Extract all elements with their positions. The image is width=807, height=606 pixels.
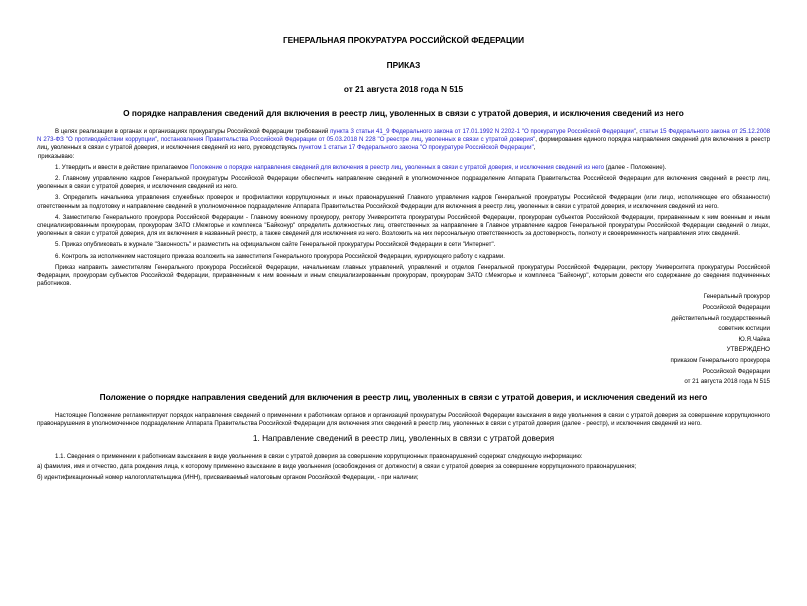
approval-line: приказом Генерального прокурора: [670, 357, 770, 365]
subparagraph-b: б) идентификационный номер налогоплательщика (ИНН), присваиваемый налоговым органом Российской Федерации, - при наличии;: [37, 473, 419, 481]
item-1-text: 1. Утвердить и ввести в действие прилагаемое: [55, 163, 191, 171]
regulation-link[interactable]: Положение о порядке направления сведений для включения в реестр лиц, уволенных в связи с утратой доверия, и исключения сведений из него: [190, 163, 604, 171]
section-1-title: 1. Направление сведений в реестр лиц, уволенных в связи с утратой доверия: [252, 433, 555, 444]
item-4: 4. Заместителю Генерального прокурора Российской Федерации - Главному военному прокурору, ректору Университета прокуратуры Российской Федерации, прокурорам субъектов Российской Федерации, приравненным к ним военным и иным специализированным прокурорам, прокурорам ЗАТО г.Межгорье и комплекса "Байконур" определить должностных лиц, ответственных за направление в Главное управление кадров Генеральной прокуратуры Российской Федерации сведений о лицах, уволенных в связи с утратой доверия, для их включения в названный реестр, а также сведений для исключения из него. Возложить на них персональную ответственность за достоверность, полноту и своевременность направления этих сведений.: [37, 213, 770, 238]
org-name: ГЕНЕРАЛЬНАЯ ПРОКУРАТУРА РОССИЙСКОЙ ФЕДЕРАЦИИ: [282, 35, 525, 45]
document-page: [0, 35, 807, 606]
doc-kind: ПРИКАЗ: [386, 60, 421, 70]
signature-line: Генеральный прокурор: [703, 293, 770, 301]
item-1: [37, 164, 770, 172]
preamble-text-4: , формирования единого порядка направления сведений для включения в реестр лиц, уволенных в связи с утратой доверия, и исключения сведений из него, руководствуясь: [37, 136, 770, 152]
item-3: 3. Определить начальника управления служебных проверок и профилактики коррупционных и иных правонарушений Главного управления кадров Генеральной прокуратуры Российской Федерации (или лицо, исполняющее его обязанности) ответственным за подготовку и направление сведений в уполномоченное подразделение Аппарата Правительства Российской Федерации для включения в реестр лиц, уволенных в связи с утратой доверия, и исключения сведений из него.: [37, 194, 770, 210]
signature-block: [37, 292, 770, 387]
regulation-intro: Настоящее Положение регламентирует порядок направления сведений о применении к работникам органов и организаций прокуратуры Российской Федерации взыскания в виде увольнения в связи с утратой доверия за совершение коррупционного правонарушения в уполномоченное подразделение Аппарата Правительства Российской Федерации для включения этих сведений в реестр лиц, уволенных в связи с утратой доверия (далее - реестр), и исключения сведений из него.: [37, 411, 770, 427]
preamble-end: ,: [533, 144, 536, 152]
preamble-text-1: В целях реализации в органах и организациях прокуратуры Российской Федерации требований: [55, 128, 331, 135]
item-2: 2. Главному управлению кадров Генеральной прокуратуры Российской Федерации обеспечить направление сведений в уполномоченное подразделение Аппарата Правительства Российской Федерации для включения сведений в реестр лиц, уволенных в связи с утратой доверия, и исключения сведений из него.: [37, 175, 770, 191]
paragraph-1-1: 1.1. Сведения о применении к работникам взыскания в виде увольнения в связи с утратой доверия за совершение коррупционных правонарушений содержат следующую информацию:: [55, 453, 583, 461]
signature-line: действительный государственный: [671, 314, 770, 322]
doc-title: О порядке направления сведений для включения в реестр лиц, уволенных в связи с утратой доверия, и исключения сведений из него: [123, 108, 684, 118]
preamble: [37, 128, 770, 153]
approval-line: Российской Федерации: [702, 367, 770, 375]
approval-line: УТВЕРЖДЕНО: [726, 346, 770, 354]
signature-line: Российской Федерации: [702, 304, 770, 312]
preamble-sep-1: ,: [635, 128, 640, 135]
doc-date-number: от 21 августа 2018 года N 515: [343, 84, 464, 94]
item-6: 6. Контроль за исполнением настоящего приказа возложить на заместителя Генерального прокурора Российской Федерации, курирующего работу с кадрами.: [55, 252, 505, 260]
signature-line: советник юстиции: [718, 325, 770, 333]
approval-date: от 21 августа 2018 года N 515: [684, 378, 770, 386]
signature-name: Ю.Я.Чайка: [738, 335, 770, 343]
subparagraph-a: а) фамилия, имя и отчество, дата рождения лица, к которому применено взыскание в виде увольнения (освобождения от должности) в связи с утратой доверия за совершение коррупционного правонарушения;: [37, 463, 637, 471]
order-word: приказываю:: [38, 152, 75, 160]
law-link-anticorruption[interactable]: статьи 15 Федерального закона от 25.12.2008 N 273-ФЗ "О противодействии коррупции": [37, 128, 770, 144]
regulation-title: Положение о порядке направления сведений для включения в реестр лиц, уволенных в связи с утратой доверия, и исключения сведений из него: [99, 391, 708, 402]
law-link-article17[interactable]: пунктом 1 статьи 17 Федерального закона "О прокуратуре Российской Федерации": [298, 144, 534, 152]
item-distribution: Приказ направить заместителям Генерального прокурора Российской Федерации, начальникам главных управлений, управлений и отделов Генеральной прокуратуры Российской Федерации, ректору Университета прокуратуры Российской Федерации, прокурорам субъектов Российской Федерации, приравненным к ним военным и иным специализированным прокурорам, прокурорам ЗАТО г.Межгорье и комплекса "Байконур", которым довести его содержание до сведения подчиненных работников.: [37, 263, 770, 288]
item-1-end: (далее - Положение).: [603, 163, 667, 171]
law-link-prosecution[interactable]: пункта 3 статьи 41_9 Федерального закона от 17.01.1992 N 2202-1 "О прокуратуре Российской Федерации": [330, 128, 636, 135]
item-5: 5. Приказ опубликовать в журнале "Законность" и разместить на официальном сайте Генеральной прокуратуры Российской Федерации в сети "Интернет".: [55, 241, 496, 249]
preamble-sep-2: ,: [157, 136, 161, 144]
decree-link-registry[interactable]: постановления Правительства Российской Федерации от 05.03.2018 N 228 "О реестре лиц, уволенных в связи с утратой доверия": [160, 136, 536, 144]
